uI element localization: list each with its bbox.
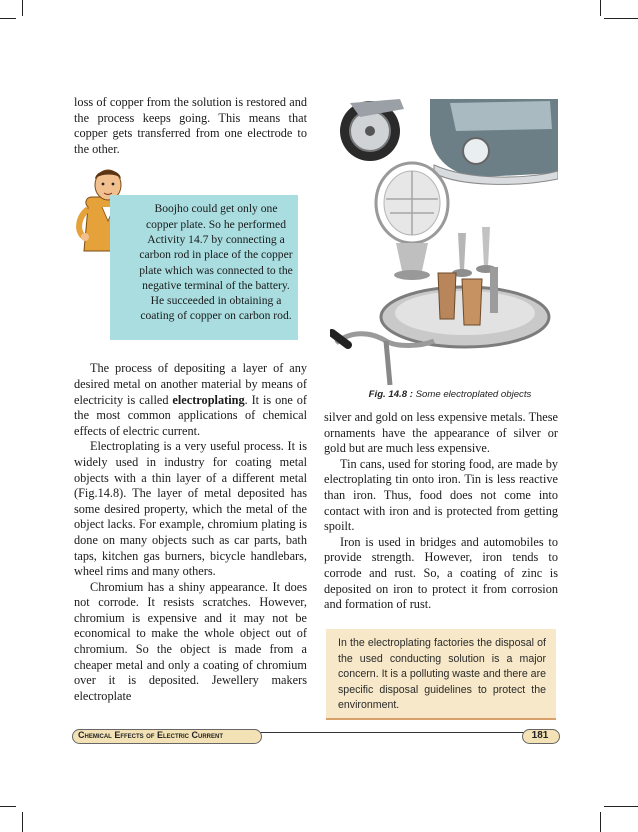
key-term: electroplating <box>172 392 245 407</box>
paragraph: loss of copper from the solution is restored and the process keeps going. This means that copper gets transferred from one electrode to the other. <box>74 95 307 156</box>
crop-mark <box>0 18 16 19</box>
paragraph: Tin cans, used for storing food, are made by electroplating tin onto iron. Tin is less reactive than iron. Thus, food does not come into contact with iron and is protected from getting spoilt. <box>324 456 558 534</box>
boojho-callout <box>74 163 307 353</box>
footer-chapter-title: Chemical Effects of Electric Current <box>78 730 223 740</box>
left-column <box>74 95 307 704</box>
crop-mark <box>22 812 23 832</box>
paragraph <box>74 361 307 439</box>
text: The process of depositing a layer of any desired metal on another material by means of electricity is called <box>74 361 307 407</box>
crop-mark <box>600 812 601 832</box>
crop-mark <box>600 0 601 16</box>
crop-mark <box>604 18 638 19</box>
silver-globe-ornament <box>376 163 448 280</box>
paragraph: Electroplating is a very useful process. It is widely used in industry for coating metal objects with a thin layer of a different metal (Fig.14.8). The layer of metal deposited has some desired property, which the metal of the object lacks. For example, chromium plating is done on many objects such as car parts, bath taps, kitchen gas burners, bicycle handlebars, wheel rims and many others. <box>74 439 307 579</box>
car-front <box>430 99 558 184</box>
note-text: In the electroplating factories the disposal of the used conducting solution is a major concern. It is a polluting waste and there are specific disposal guidelines to protect the environment. <box>338 637 546 711</box>
figure-caption-text: Some electroplated objects <box>415 389 532 400</box>
right-column <box>324 410 558 613</box>
crop-mark <box>0 806 16 807</box>
figure-caption <box>340 389 560 400</box>
motorcycle-wheel <box>340 99 404 161</box>
text: . It is one of the most common applications of chemical effects of electric current. <box>74 392 307 438</box>
electroplated-objects-illustration <box>330 95 558 385</box>
page-number: 181 <box>531 730 549 741</box>
boojho-note-text: Boojho could get only one copper plate. So he performed Activity 14.7 by connecting a carbon rod in place of the copper plate which was connected to the negative terminal of the battery. He succeeded in obtaining a coating of copper on carbon rod. <box>139 202 293 323</box>
candle-stands <box>452 227 496 277</box>
crop-mark <box>604 806 638 807</box>
figure-number: Fig. 14.8 : <box>368 389 413 400</box>
paragraph: Chromium has a shiny appearance. It does not corrode. It resists scratches. However, chromium is expensive and it may not be economical to make the whole object out of chromium. So the object is made from a cheaper metal and only a coating of chromium over it is deposited. Jewellery makers electroplate <box>74 579 307 703</box>
crop-mark <box>22 0 23 16</box>
paragraph: Iron is used in bridges and automobiles to provide strength. However, iron tends to corrode and rust. So, a coating of zinc is deposited on iron to protect it from corrosion and formation of rust. <box>324 534 558 612</box>
note-box <box>326 629 556 720</box>
paragraph: silver and gold on less expensive metals. These ornaments have the appearance of silver or gold but are much less expensive. <box>324 410 558 456</box>
